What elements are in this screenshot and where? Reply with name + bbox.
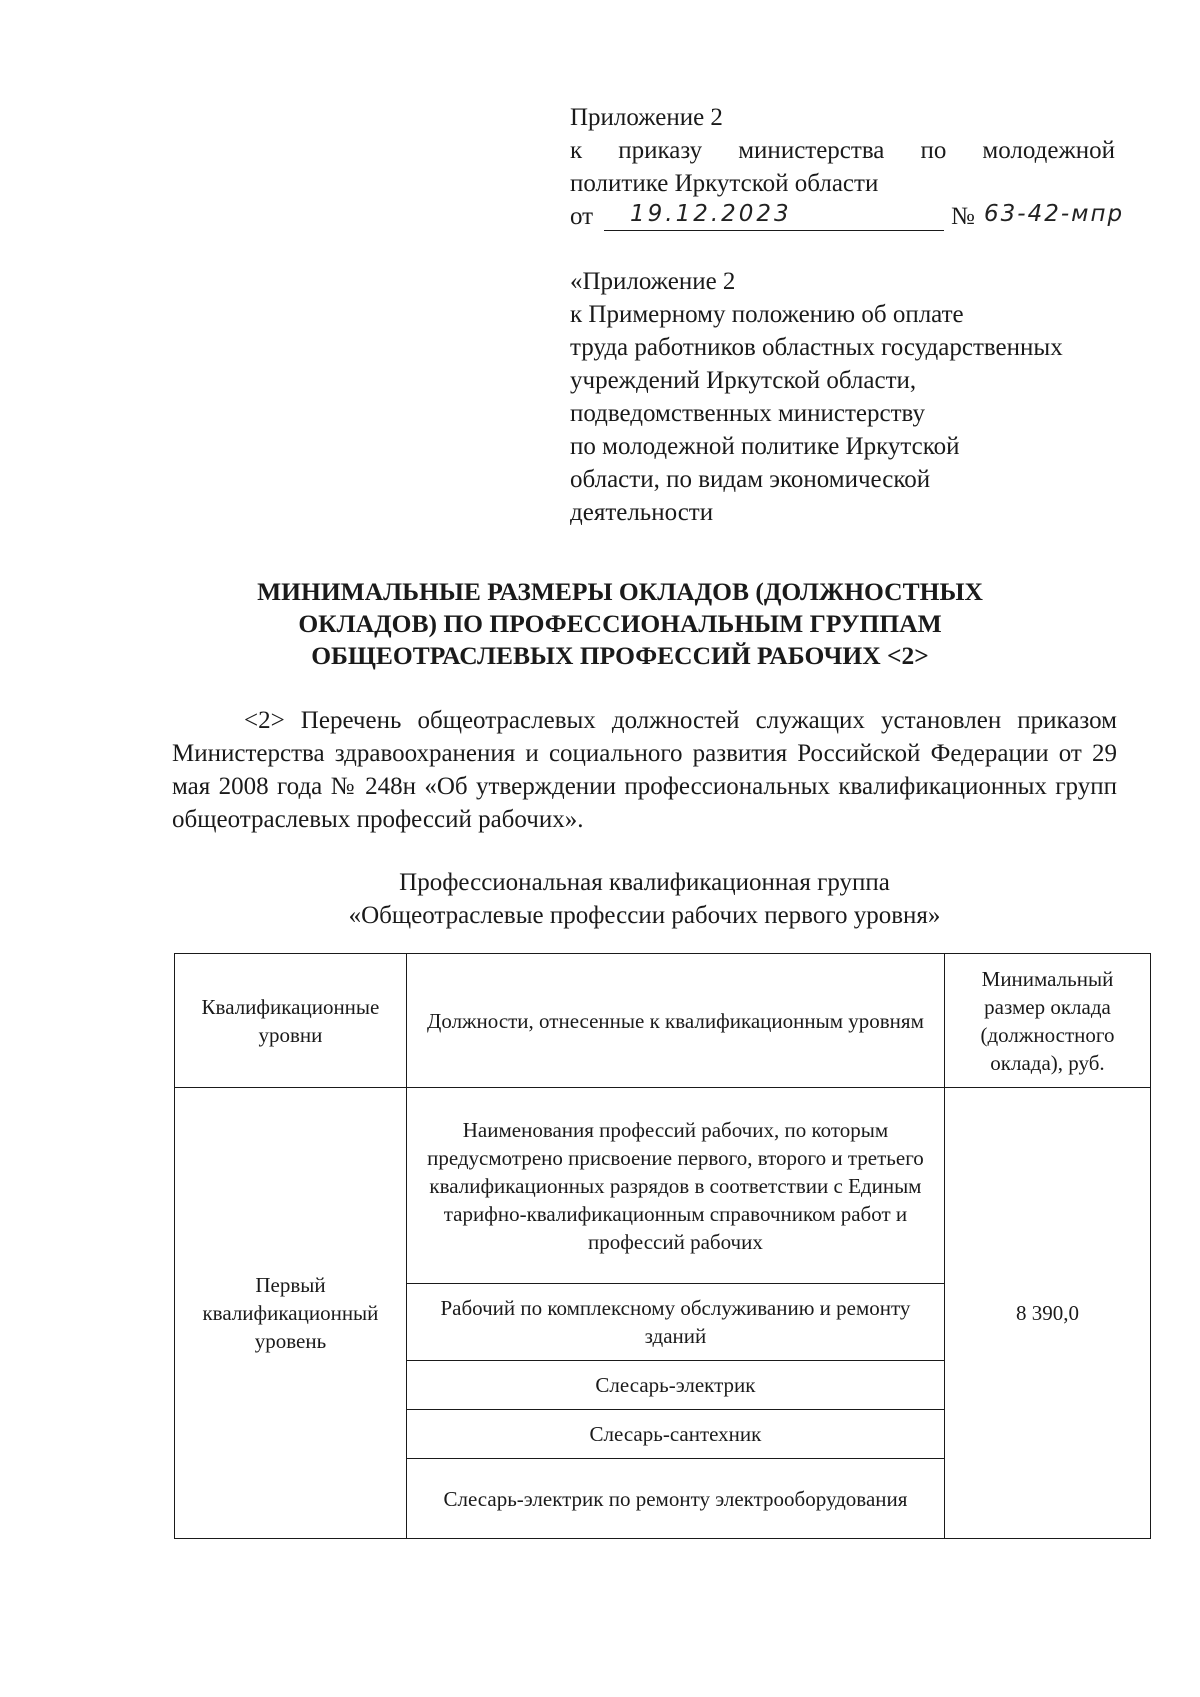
appendix-line: «Приложение 2	[570, 268, 736, 295]
appendix-line: деятельности	[570, 499, 714, 526]
order-line-1: к приказу министерства по молодежной	[570, 137, 1115, 164]
handwritten-number: 63-42-мпр	[984, 201, 1125, 227]
footnote-text: <2> Перечень общеотраслевых должностей служащих установлен приказом Министерства здравоохранения и социального развития Российской Федерации от 29 мая 2008 года № 248н «Об утверждении профессиональных квалификационных групп общеотраслевых профессий рабочих».	[172, 707, 1117, 833]
appendix-line: по молодежной политике Иркутской	[570, 433, 960, 460]
footnote-paragraph	[172, 704, 1117, 836]
handwritten-date: 19.12.2023	[630, 201, 792, 227]
order-reference	[570, 101, 1125, 233]
appendix-line: к Примерному положению об оплате	[570, 301, 964, 328]
salary-table	[174, 953, 1151, 1539]
order-date-line	[570, 200, 1125, 233]
position-cell: Рабочий по комплексному обслуживанию и ремонту зданий	[406, 1284, 944, 1361]
level-cell: Первый квалификационный уровень	[175, 1088, 407, 1539]
position-cell: Слесарь-сантехник	[406, 1410, 944, 1459]
date-prefix: от	[570, 203, 594, 230]
table-row	[175, 1088, 1151, 1284]
document-title	[120, 576, 1120, 672]
appendix-line: подведомственных министерству	[570, 400, 925, 427]
position-cell: Наименования профессий рабочих, по которым предусмотрено присвоение первого, второго и третьего квалификационных разрядов в соответствии с Единым тарифно-квалификационным справочником работ и профессий рабочих	[406, 1088, 944, 1284]
table-header-row	[175, 954, 1151, 1088]
appendix-line: труда работников областных государственных	[570, 334, 1063, 361]
title-line: ОБЩЕОТРАСЛЕВЫХ ПРОФЕССИЙ РАБОЧИХ <2>	[311, 641, 929, 670]
group-heading	[172, 866, 1117, 932]
header-salary: Минимальный размер оклада (должностного оклада), руб.	[944, 954, 1150, 1088]
order-line-2: политике Иркутской области	[570, 170, 879, 197]
position-cell: Слесарь-электрик по ремонту электрооборудования	[406, 1459, 944, 1539]
number-sign: №	[951, 203, 975, 230]
group-line-2: «Общеотраслевые профессии рабочих первого уровня»	[348, 902, 941, 929]
appendix-title: Приложение 2	[570, 104, 723, 131]
appendix-line: учреждений Иркутской области,	[570, 367, 917, 394]
group-line-1: Профессиональная квалификационная группа	[399, 869, 890, 896]
position-cell: Слесарь-электрик	[406, 1361, 944, 1410]
appendix-reference	[570, 265, 1130, 529]
header-levels: Квалификационные уровни	[175, 954, 407, 1088]
header-positions: Должности, отнесенные к квалификационным уровням	[406, 954, 944, 1088]
salary-cell: 8 390,0	[944, 1088, 1150, 1539]
appendix-line: области, по видам экономической	[570, 466, 931, 493]
title-line: ОКЛАДОВ) ПО ПРОФЕССИОНАЛЬНЫМ ГРУППАМ	[298, 609, 942, 638]
title-line: МИНИМАЛЬНЫЕ РАЗМЕРЫ ОКЛАДОВ (ДОЛЖНОСТНЫХ	[257, 577, 983, 606]
